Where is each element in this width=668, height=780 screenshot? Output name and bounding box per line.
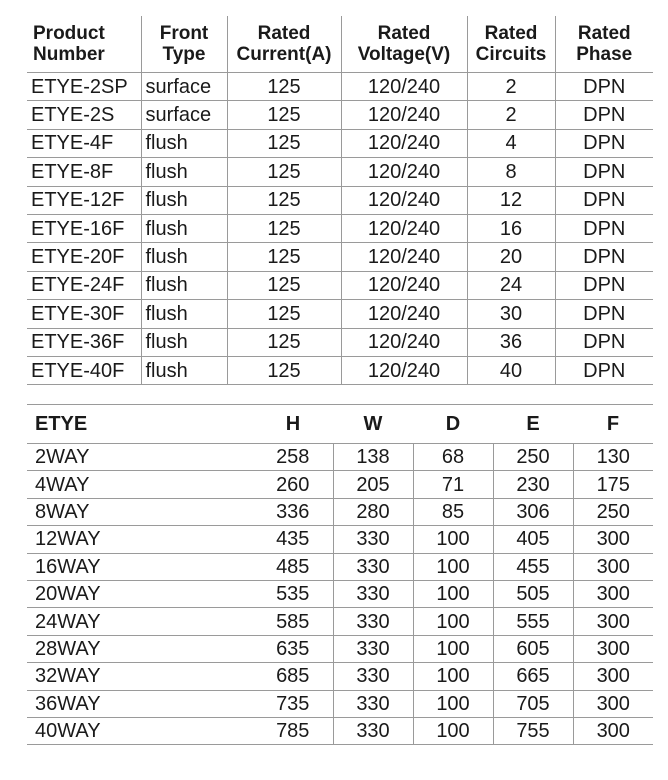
table-cell: 125 bbox=[227, 214, 341, 242]
table-row bbox=[27, 243, 653, 271]
table-cell: 120/240 bbox=[341, 186, 467, 214]
table-row bbox=[27, 690, 653, 717]
table-cell: 300 bbox=[573, 553, 653, 580]
table-cell: 120/240 bbox=[341, 243, 467, 271]
ratings-header-cell bbox=[555, 16, 653, 73]
table-row bbox=[27, 580, 653, 607]
table-cell: 125 bbox=[227, 243, 341, 271]
table-cell: surface bbox=[141, 101, 227, 129]
table-cell: 455 bbox=[493, 553, 573, 580]
table-cell: 705 bbox=[493, 690, 573, 717]
table-cell: 535 bbox=[253, 580, 333, 607]
table-cell: 330 bbox=[333, 580, 413, 607]
table-cell: 250 bbox=[573, 498, 653, 525]
table-cell: flush bbox=[141, 129, 227, 157]
table-cell: flush bbox=[141, 214, 227, 242]
table-cell: flush bbox=[141, 186, 227, 214]
table-cell: 120/240 bbox=[341, 129, 467, 157]
table-cell: DPN bbox=[555, 300, 653, 328]
table-cell: 505 bbox=[493, 580, 573, 607]
table-cell: DPN bbox=[555, 101, 653, 129]
table-cell: 300 bbox=[573, 663, 653, 690]
table-cell: DPN bbox=[555, 214, 653, 242]
table-cell: DPN bbox=[555, 73, 653, 101]
table-row bbox=[27, 214, 653, 242]
table-cell: 125 bbox=[227, 129, 341, 157]
table-cell: 138 bbox=[333, 444, 413, 471]
table-cell: 120/240 bbox=[341, 356, 467, 384]
dimensions-header-cell: F bbox=[573, 405, 653, 444]
table-cell: 300 bbox=[573, 635, 653, 662]
table-cell: ETYE-36F bbox=[27, 328, 141, 356]
table-cell: 120/240 bbox=[341, 300, 467, 328]
table-cell: DPN bbox=[555, 328, 653, 356]
table-cell: 32WAY bbox=[27, 663, 253, 690]
ratings-header-row bbox=[27, 16, 653, 73]
header-line: Rated bbox=[577, 23, 631, 44]
table-cell: 585 bbox=[253, 608, 333, 635]
table-cell: ETYE-20F bbox=[27, 243, 141, 271]
table-cell: 24WAY bbox=[27, 608, 253, 635]
table-cell: 330 bbox=[333, 717, 413, 744]
table-cell: 12WAY bbox=[27, 526, 253, 553]
table-cell: flush bbox=[141, 356, 227, 384]
table-cell: 24 bbox=[467, 271, 555, 299]
table-cell: 20WAY bbox=[27, 580, 253, 607]
dimensions-header-row bbox=[27, 405, 653, 444]
table-cell: 100 bbox=[413, 553, 493, 580]
table-cell: 100 bbox=[413, 663, 493, 690]
table-cell: 685 bbox=[253, 663, 333, 690]
dimensions-table bbox=[27, 404, 653, 745]
header-line: Circuits bbox=[475, 44, 547, 65]
table-row bbox=[27, 553, 653, 580]
table-row bbox=[27, 300, 653, 328]
table-cell: 125 bbox=[227, 300, 341, 328]
table-row bbox=[27, 101, 653, 129]
table-cell: 28WAY bbox=[27, 635, 253, 662]
table-cell: 20 bbox=[467, 243, 555, 271]
table-cell: 100 bbox=[413, 717, 493, 744]
table-cell: flush bbox=[141, 328, 227, 356]
dimensions-header-cell: W bbox=[333, 405, 413, 444]
table-cell: 120/240 bbox=[341, 73, 467, 101]
table-cell: 230 bbox=[493, 471, 573, 498]
dimensions-header-cell: ETYE bbox=[27, 405, 253, 444]
table-cell: 785 bbox=[253, 717, 333, 744]
ratings-body bbox=[27, 73, 653, 385]
table-cell: 100 bbox=[413, 608, 493, 635]
table-cell: 405 bbox=[493, 526, 573, 553]
table-cell: 100 bbox=[413, 580, 493, 607]
table-cell: flush bbox=[141, 271, 227, 299]
table-cell: 120/240 bbox=[341, 328, 467, 356]
table-cell: flush bbox=[141, 243, 227, 271]
table-cell: 330 bbox=[333, 635, 413, 662]
table-cell: 635 bbox=[253, 635, 333, 662]
ratings-header-cell bbox=[227, 16, 341, 73]
table-cell: 40WAY bbox=[27, 717, 253, 744]
table-row bbox=[27, 526, 653, 553]
table-row bbox=[27, 158, 653, 186]
table-row bbox=[27, 271, 653, 299]
table-cell: 330 bbox=[333, 608, 413, 635]
table-cell: 330 bbox=[333, 526, 413, 553]
table-cell: 258 bbox=[253, 444, 333, 471]
table-cell: 2 bbox=[467, 73, 555, 101]
table-row bbox=[27, 328, 653, 356]
table-cell: 280 bbox=[333, 498, 413, 525]
table-row bbox=[27, 73, 653, 101]
table-cell: 555 bbox=[493, 608, 573, 635]
table-cell: 125 bbox=[227, 158, 341, 186]
table-cell: 30 bbox=[467, 300, 555, 328]
table-cell: 300 bbox=[573, 526, 653, 553]
table-cell: 125 bbox=[227, 186, 341, 214]
table-row bbox=[27, 663, 653, 690]
header-line: Number bbox=[33, 44, 105, 65]
product-ratings-table bbox=[27, 16, 653, 385]
table-cell: 300 bbox=[573, 608, 653, 635]
header-line: Type bbox=[162, 44, 206, 65]
header-line: Rated bbox=[257, 23, 311, 44]
table-cell: 120/240 bbox=[341, 101, 467, 129]
table-cell: 755 bbox=[493, 717, 573, 744]
ratings-header-cell bbox=[341, 16, 467, 73]
table-cell: flush bbox=[141, 158, 227, 186]
dimensions-header-cell: E bbox=[493, 405, 573, 444]
table-cell: 36WAY bbox=[27, 690, 253, 717]
table-cell: 125 bbox=[227, 271, 341, 299]
table-cell: 260 bbox=[253, 471, 333, 498]
dimensions-header-cell: H bbox=[253, 405, 333, 444]
table-cell: 336 bbox=[253, 498, 333, 525]
table-cell: 4WAY bbox=[27, 471, 253, 498]
table-cell: ETYE-30F bbox=[27, 300, 141, 328]
table-cell: 8WAY bbox=[27, 498, 253, 525]
table-cell: 125 bbox=[227, 328, 341, 356]
table-cell: ETYE-16F bbox=[27, 214, 141, 242]
table-cell: 175 bbox=[573, 471, 653, 498]
table-cell: 12 bbox=[467, 186, 555, 214]
table-cell: 100 bbox=[413, 526, 493, 553]
table-cell: 735 bbox=[253, 690, 333, 717]
table-cell: 85 bbox=[413, 498, 493, 525]
table-cell: 2 bbox=[467, 101, 555, 129]
dimensions-body bbox=[27, 444, 653, 745]
table-cell: 485 bbox=[253, 553, 333, 580]
table-row bbox=[27, 635, 653, 662]
header-line: Product bbox=[33, 23, 105, 44]
table-cell: 306 bbox=[493, 498, 573, 525]
table-row bbox=[27, 608, 653, 635]
table-cell: DPN bbox=[555, 271, 653, 299]
table-cell: 250 bbox=[493, 444, 573, 471]
table-cell: 16 bbox=[467, 214, 555, 242]
table-cell: ETYE-12F bbox=[27, 186, 141, 214]
table-cell: 100 bbox=[413, 635, 493, 662]
table-cell: 665 bbox=[493, 663, 573, 690]
table-cell: surface bbox=[141, 73, 227, 101]
table-cell: ETYE-40F bbox=[27, 356, 141, 384]
table-cell: ETYE-2SP bbox=[27, 73, 141, 101]
table-cell: DPN bbox=[555, 129, 653, 157]
table-row bbox=[27, 444, 653, 471]
ratings-header-cell bbox=[141, 16, 227, 73]
header-line: Current(A) bbox=[236, 44, 332, 65]
table-cell: 120/240 bbox=[341, 271, 467, 299]
dimensions-header-cell: D bbox=[413, 405, 493, 444]
header-line: Front bbox=[159, 23, 209, 44]
table-cell: 330 bbox=[333, 663, 413, 690]
table-cell: 71 bbox=[413, 471, 493, 498]
table-cell: 300 bbox=[573, 717, 653, 744]
table-row bbox=[27, 717, 653, 744]
table-cell: 125 bbox=[227, 101, 341, 129]
table-cell: DPN bbox=[555, 356, 653, 384]
table-cell: DPN bbox=[555, 158, 653, 186]
table-cell: ETYE-4F bbox=[27, 129, 141, 157]
table-cell: 125 bbox=[227, 356, 341, 384]
table-cell: DPN bbox=[555, 186, 653, 214]
table-cell: ETYE-8F bbox=[27, 158, 141, 186]
table-cell: 605 bbox=[493, 635, 573, 662]
table-row bbox=[27, 471, 653, 498]
table-cell: 120/240 bbox=[341, 158, 467, 186]
header-line: Phase bbox=[576, 44, 633, 65]
table-cell: ETYE-24F bbox=[27, 271, 141, 299]
table-row bbox=[27, 498, 653, 525]
table-cell: flush bbox=[141, 300, 227, 328]
table-cell: 330 bbox=[333, 553, 413, 580]
table-cell: 330 bbox=[333, 690, 413, 717]
table-cell: 120/240 bbox=[341, 214, 467, 242]
ratings-header-cell bbox=[467, 16, 555, 73]
header-line: Voltage(V) bbox=[357, 44, 451, 65]
table-cell: 435 bbox=[253, 526, 333, 553]
ratings-header-cell bbox=[27, 16, 141, 73]
table-cell: 125 bbox=[227, 73, 341, 101]
header-line: Rated bbox=[377, 23, 431, 44]
table-cell: 4 bbox=[467, 129, 555, 157]
table-cell: 2WAY bbox=[27, 444, 253, 471]
table-cell: 8 bbox=[467, 158, 555, 186]
table-cell: 16WAY bbox=[27, 553, 253, 580]
table-cell: 100 bbox=[413, 690, 493, 717]
table-row bbox=[27, 186, 653, 214]
table-cell: ETYE-2S bbox=[27, 101, 141, 129]
header-line: Rated bbox=[484, 23, 538, 44]
table-cell: 205 bbox=[333, 471, 413, 498]
table-cell: 68 bbox=[413, 444, 493, 471]
table-cell: DPN bbox=[555, 243, 653, 271]
table-cell: 300 bbox=[573, 690, 653, 717]
table-cell: 36 bbox=[467, 328, 555, 356]
table-cell: 300 bbox=[573, 580, 653, 607]
table-row bbox=[27, 129, 653, 157]
table-cell: 130 bbox=[573, 444, 653, 471]
table-cell: 40 bbox=[467, 356, 555, 384]
table-row bbox=[27, 356, 653, 384]
